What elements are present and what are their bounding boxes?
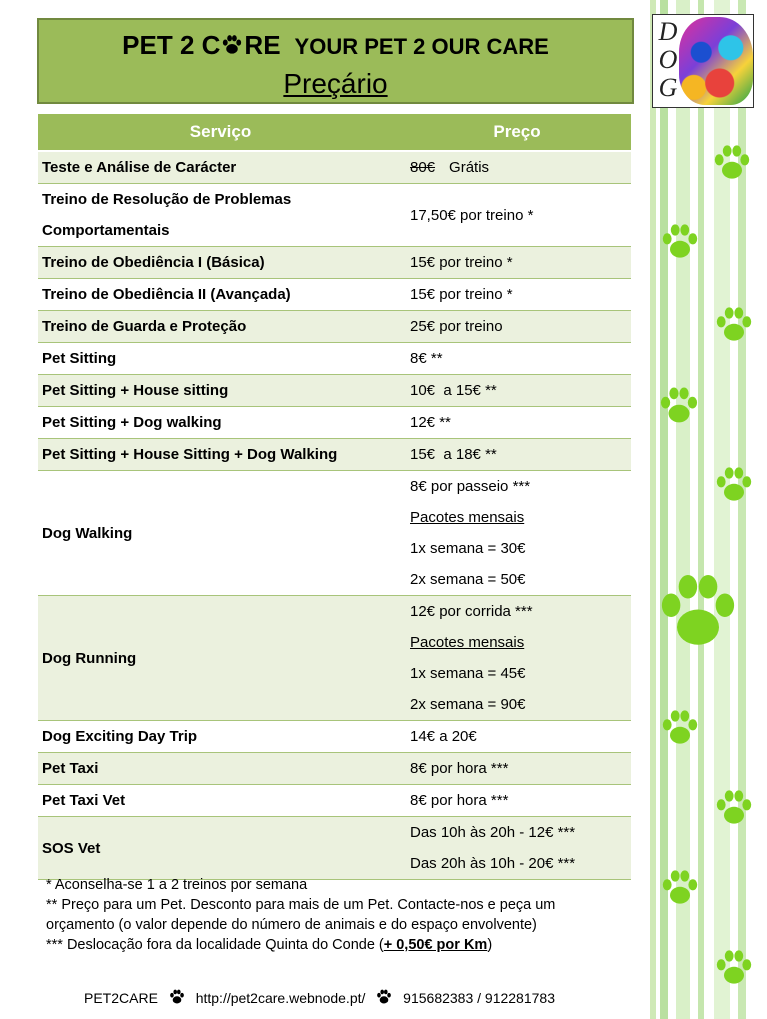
paw-icon xyxy=(658,385,700,427)
footer-brand: PET2CARE xyxy=(84,990,158,1006)
table-row xyxy=(38,817,631,880)
service-cell: Pet Sitting + Dog walking xyxy=(38,407,403,439)
column-header-price: Preço xyxy=(403,114,631,151)
footnote-3-close: ) xyxy=(487,937,493,953)
paw-icon xyxy=(660,868,700,908)
paw-icon xyxy=(660,708,700,748)
paw-icon xyxy=(714,948,754,988)
service-cell: SOS Vet xyxy=(38,817,403,880)
service-cell: Dog Walking xyxy=(38,471,403,596)
service-line: Comportamentais xyxy=(42,222,170,239)
price-line: 8€ por passeio *** xyxy=(410,478,531,495)
price-line: Das 10h às 20h - 12€ *** xyxy=(410,824,576,841)
price-cell: 12€ ** xyxy=(403,407,631,439)
table-row xyxy=(38,596,631,721)
price-line: 1x semana = 45€ xyxy=(410,665,526,682)
service-cell: Pet Sitting + House sitting xyxy=(38,375,403,407)
page-subtitle: Preçário xyxy=(283,68,388,99)
service-cell xyxy=(38,184,403,247)
price-line: 1x semana = 30€ xyxy=(410,540,526,557)
brand-name xyxy=(122,30,280,60)
brand-part-1: PET 2 C xyxy=(122,30,221,60)
service-cell: Treino de Guarda e Proteção xyxy=(38,311,403,343)
table-row xyxy=(38,311,631,343)
service-cell: Pet Sitting + House Sitting + Dog Walking xyxy=(38,439,403,471)
price-cell: 15€ por treino * xyxy=(403,247,631,279)
price-line: Pacotes mensais xyxy=(410,509,525,526)
service-cell: Dog Exciting Day Trip xyxy=(38,721,403,753)
paw-icon xyxy=(375,988,393,1011)
price-line: 12€ por corrida *** xyxy=(410,603,533,620)
dog-logo xyxy=(652,14,754,108)
brand-part-2: RE xyxy=(244,30,281,60)
price-cell: 10€ a 15€ ** xyxy=(403,375,631,407)
table-row xyxy=(38,279,631,311)
table-row xyxy=(38,375,631,407)
logo-letter-o: O xyxy=(658,45,678,74)
paw-icon xyxy=(714,305,754,345)
paw-icon xyxy=(220,33,244,63)
price-cell xyxy=(403,151,631,184)
table-row xyxy=(38,785,631,817)
paw-icon xyxy=(714,788,754,828)
footnote-3-text: *** Deslocação fora da localidade Quinta do Conde ( xyxy=(46,937,384,953)
price-line: Das 20h às 10h - 20€ *** xyxy=(410,855,576,872)
paw-icon xyxy=(660,222,700,262)
table-row xyxy=(38,151,631,184)
website-link[interactable]: http://pet2care.webnode.pt/ xyxy=(195,990,366,1006)
service-cell: Pet Sitting xyxy=(38,343,403,375)
footnote-3 xyxy=(46,935,626,955)
price-line: 2x semana = 90€ xyxy=(410,696,526,713)
paw-icon xyxy=(712,143,752,183)
price-table xyxy=(38,114,631,880)
price-cell xyxy=(403,471,631,596)
price-cell: 15€ a 18€ ** xyxy=(403,439,631,471)
table-header-row xyxy=(38,114,631,151)
price-cell: 15€ por treino * xyxy=(403,279,631,311)
price-cell: 8€ ** xyxy=(403,343,631,375)
table-row xyxy=(38,721,631,753)
table-row xyxy=(38,439,631,471)
price-cell: 14€ a 20€ xyxy=(403,721,631,753)
paw-icon xyxy=(656,570,740,654)
price-cell: 8€ por hora *** xyxy=(403,753,631,785)
service-cell: Teste e Análise de Carácter xyxy=(38,151,403,184)
paw-icon xyxy=(714,465,754,505)
service-cell: Pet Taxi Vet xyxy=(38,785,403,817)
service-cell: Dog Running xyxy=(38,596,403,721)
footnote-2: ** Preço para um Pet. Desconto para mais de um Pet. Contacte-nos e peça um orçamento (o valor depende do número de animais e do espaço envolvente) xyxy=(46,897,556,933)
service-cell: Treino de Obediência I (Básica) xyxy=(38,247,403,279)
page-header xyxy=(37,18,634,104)
price-value: Grátis xyxy=(449,159,490,176)
price-line: Pacotes mensais xyxy=(410,634,525,651)
price-cell xyxy=(403,596,631,721)
footnote-3-rate: + 0,50€ por Km xyxy=(383,937,488,953)
slogan: YOUR PET 2 OUR CARE xyxy=(294,34,549,59)
logo-letter-d: D xyxy=(658,17,678,46)
dog-artwork xyxy=(679,17,753,105)
contact-footer xyxy=(84,988,624,1011)
table-row xyxy=(38,184,631,247)
price-cell: 8€ por hora *** xyxy=(403,785,631,817)
old-price: 80€ xyxy=(410,159,436,176)
price-line: 2x semana = 50€ xyxy=(410,571,526,588)
service-cell: Treino de Obediência II (Avançada) xyxy=(38,279,403,311)
table-row xyxy=(38,407,631,439)
paw-icon xyxy=(168,988,186,1011)
service-line: Treino de Resolução de Problemas xyxy=(42,191,292,208)
footnotes xyxy=(46,875,626,955)
table-row xyxy=(38,753,631,785)
table-row xyxy=(38,343,631,375)
table-row xyxy=(38,471,631,596)
title-line xyxy=(39,30,632,65)
service-cell: Pet Taxi xyxy=(38,753,403,785)
phone-numbers: 915682383 / 912281783 xyxy=(403,990,555,1006)
table-row xyxy=(38,247,631,279)
logo-letter-g: G xyxy=(658,73,678,102)
price-cell: 25€ por treino xyxy=(403,311,631,343)
price-cell: 17,50€ por treino * xyxy=(403,184,631,247)
column-header-service: Serviço xyxy=(38,114,403,151)
footnote-1: * Aconselha-se 1 a 2 treinos por semana xyxy=(46,877,308,893)
price-cell xyxy=(403,817,631,880)
